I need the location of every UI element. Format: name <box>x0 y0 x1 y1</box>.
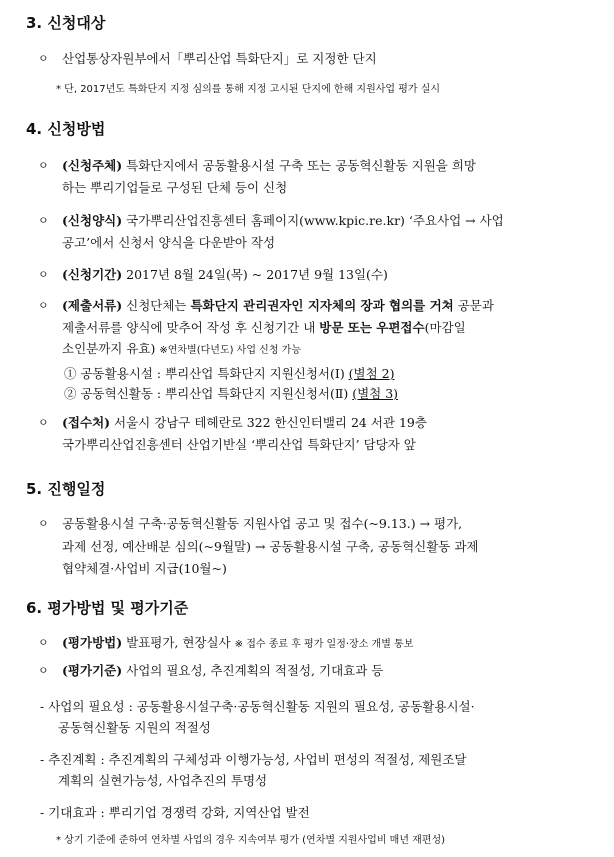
criteria-need: - 사업의 필요성 : 공동활용시설구축·공동혁신활동 지원의 필요성, 공동활용시설· <box>40 699 475 714</box>
bullet-icon: ㅇ <box>38 636 49 649</box>
bullet-icon: ㅇ <box>38 159 49 172</box>
s3-note: * 단, 2017년도 특화단지 지정 심의를 통해 지정 고시된 단지에 한해 지원사업 평가 실시 <box>56 84 441 95</box>
bullet-icon: ㅇ <box>38 214 49 227</box>
attachment-link-3: (별첨 3) <box>352 386 399 401</box>
section-5-title: 5. 진행일정 <box>26 480 106 498</box>
attachment-link-2: (별첨 2) <box>348 366 395 381</box>
section-3-title: 3. 신청대상 <box>26 14 106 32</box>
attachment-item-2: ② 공동혁신활동 : 뿌리산업 특화단지 지원신청서(Ⅱ) (별첨 3) <box>64 386 399 401</box>
criteria-need-cont: 공동혁신활동 지원의 적절성 <box>58 720 211 735</box>
section-6-title: 6. 평가방법 및 평가기준 <box>26 599 189 617</box>
s4-bullet-1-cont: 하는 뿌리기업들로 구성된 단체 등이 신청 <box>62 180 288 195</box>
attachment-item-1: ① 공동활용시설 : 뿌리산업 특화단지 지원신청서(Ⅰ) (별첨 2) <box>64 366 395 381</box>
s5-cont-1: 과제 선정, 예산배분 심의(~9월말) → 공동활용시설 구축, 공동혁신활동 과제 <box>62 539 479 554</box>
s4-bullet-4-cont-2: 소인분까지 유효) ※연차별(다년도) 사업 신청 가능 <box>62 341 301 356</box>
bullet-icon: ㅇ <box>38 416 49 429</box>
s4-bullet-5-cont: 국가뿌리산업진흥센터 산업기반실 ‘뿌리산업 특화단지’ 담당자 앞 <box>62 437 416 452</box>
bullet-icon: ㅇ <box>38 52 49 65</box>
bullet-icon: ㅇ <box>38 664 49 677</box>
s5-cont-2: 협약체결·사업비 지급(10월~) <box>62 561 227 576</box>
s6-note: * 상기 기준에 준하여 연차별 사업의 경우 지속여부 평가 (연차별 지원사업비 매년 재편성) <box>56 835 446 846</box>
criteria-effect: - 기대효과 : 뿌리기업 경쟁력 강화, 지역산업 발전 <box>40 805 310 820</box>
bullet-icon: ㅇ <box>38 299 49 312</box>
criteria-plan: - 추진계획 : 추진계획의 구체성과 이행가능성, 사업비 편성의 적절성, 제원조달 <box>40 752 467 767</box>
s4-bullet-4-cont-1: 제출서류를 양식에 맞추어 작성 후 신청기간 내 방문 또는 우편접수(마감일 <box>62 320 466 335</box>
section-4-title: 4. 신청방법 <box>26 120 106 138</box>
bullet-icon: ㅇ <box>38 517 49 530</box>
bullet-icon: ㅇ <box>38 268 49 281</box>
criteria-plan-cont: 계획의 실현가능성, 사업추진의 투명성 <box>58 773 268 788</box>
s4-bullet-2-cont: 공고’에서 신청서 양식을 다운받아 작성 <box>62 235 276 250</box>
